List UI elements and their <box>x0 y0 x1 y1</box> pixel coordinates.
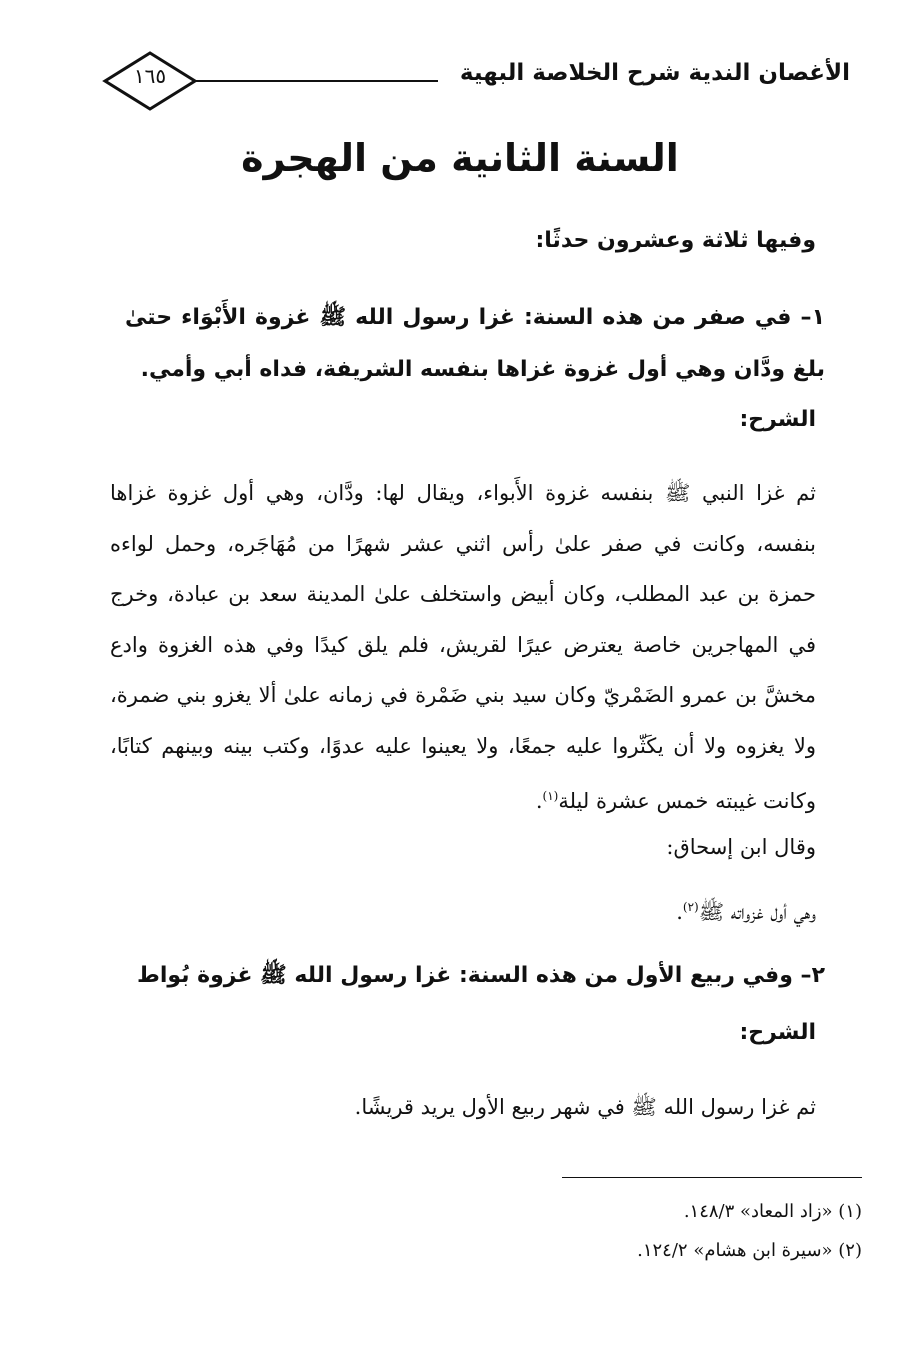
footnote-separator <box>562 1177 862 1178</box>
commentary-1-text <box>110 468 816 827</box>
quote-text <box>110 882 816 938</box>
footnote-2: (٢) «سيرة ابن هشام» ١٢٤/٢. <box>637 1240 862 1261</box>
running-title: الأغصان الندية شرح الخلاصة البهية <box>459 60 850 86</box>
quote-end: . <box>676 900 683 924</box>
footnote-ref-2: (٢) <box>682 900 699 914</box>
commentary-2-text: ثم غزا رسول الله ﷺ في شهر ربيع الأول يريد قريشًا. <box>354 1095 816 1119</box>
commentary-label-1: الشرح: <box>739 407 816 432</box>
running-header <box>100 58 850 118</box>
page-number: ١٦٥ <box>133 64 167 88</box>
footnote-ref-1: (١) <box>542 789 559 803</box>
event-1-text: ١– في صفر من هذه السنة: غزا رسول الله ﷺ غزوة الأَبْوَاء حتىٰ بلغ ودَّان وهي أول غزوة غزاها بنفسه الشريفة، فداه أبي وأمي. <box>125 305 825 382</box>
event-2-text: ٢– وفي ربيع الأول من هذه السنة: غزا رسول الله ﷺ غزوة بُواط <box>137 963 825 988</box>
section-title: السنة الثانية من الهجرة <box>241 136 679 180</box>
commentary-label-2: الشرح: <box>739 1020 816 1045</box>
commentary-1-end: . <box>535 789 543 813</box>
header-rule <box>194 80 438 82</box>
commentary-1-body: ثم غزا النبي ﷺ بنفسه غزوة الأَبواء، ويقال لها: ودَّان، وهي أول غزوة غزاها بنفسه، وكانت في صفر علىٰ رأس اثني عشر شهرًا من مُهَاجَره، وحمل لواءه حمزة بن عبد المطلب، وكان أبيض واستخلف علىٰ المدينة سعد بن عبادة، وخرج في المهاجرين خاصة يعترض عيرًا لقريش، فلم يلق كيدًا وفي هذه الغزوة وادع مخشَّ بن عمرو الضَمْريّ وكان سيد بني ضَمْرة في زمانه علىٰ ألا يغزو بني ضمرة، ولا يغزوه ولا أن يكَثّروا عليه جمعًا، ولا يعينوا عليه عدوًا، وكتب بينه وبينهم كتابًا، وكانت غيبته خمس عشرة ليلة <box>110 481 816 813</box>
quote-body: وهي أول غزواته ﷺ <box>698 900 816 924</box>
page-number-badge <box>102 50 198 112</box>
quote-intro: وقال ابن إسحاق: <box>666 835 816 859</box>
intro-line: وفيها ثلاثة وعشرون حدثًا: <box>535 228 816 253</box>
footnote-1: (١) «زاد المعاد» ١٤٨/٣. <box>683 1201 862 1222</box>
